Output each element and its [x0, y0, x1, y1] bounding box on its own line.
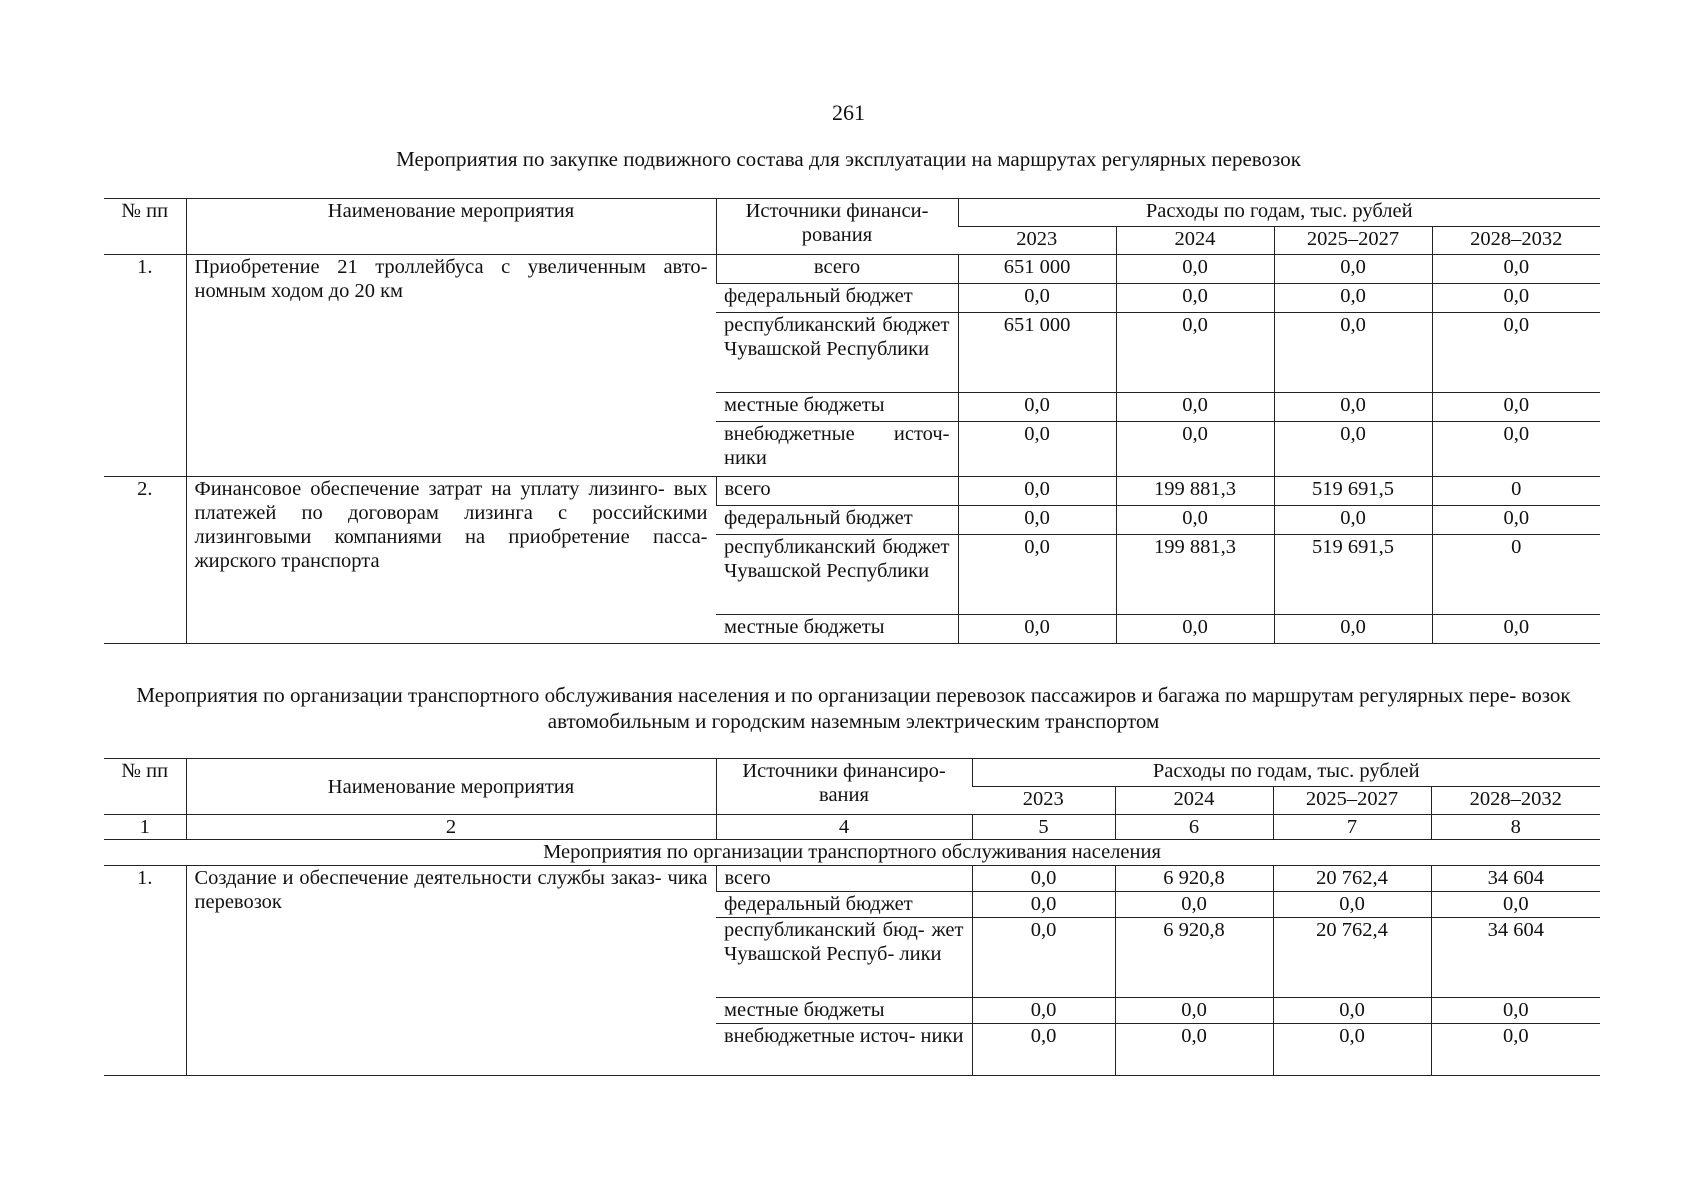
col-number: 2 [186, 815, 716, 840]
source-cell: всего [716, 477, 958, 506]
table2-caption: Мероприятия по организации транспортного обслуживания населения и по организации перевозок пассажиров и багажа по маршрутам регулярных пере- возок автомобильным и городским наземным электрическим транспортом [136, 683, 1571, 733]
value-cell: 0 [1432, 535, 1600, 615]
value-cell: 199 881,3 [1116, 535, 1274, 615]
header-source: Источники финансиро- вания [716, 759, 972, 815]
value-cell: 0 [1432, 477, 1600, 506]
item-name: Финансовое обеспечение затрат на уплату лизинго- вых платежей по договорам лизинга с российскими лизинговыми компаниями на приобретение пасса- жирского транспорта [186, 477, 716, 644]
value-cell: 0,0 [1274, 615, 1432, 644]
value-cell: 0,0 [1432, 393, 1600, 422]
value-cell: 0,0 [1116, 615, 1274, 644]
source-cell: всего [716, 866, 972, 892]
source-cell: внебюджетные источ- ники [716, 422, 958, 477]
value-cell: 0,0 [972, 998, 1115, 1024]
header-num: № пп [104, 199, 186, 255]
item-name: Создание и обеспечение деятельности службы заказ- чика перевозок [186, 866, 716, 1076]
header-year: 2028–2032 [1432, 227, 1600, 255]
source-cell: местные бюджеты [716, 615, 958, 644]
table-row [104, 255, 1600, 284]
value-cell: 0,0 [1116, 393, 1274, 422]
table1-rolling-stock [104, 198, 1600, 644]
value-cell: 0,0 [1116, 255, 1274, 284]
header-expenses: Расходы по годам, тыс. рублей [972, 759, 1600, 787]
source-cell: местные бюджеты [716, 998, 972, 1024]
header-year: 2025–2027 [1273, 787, 1431, 815]
value-cell: 0,0 [1432, 422, 1600, 477]
value-cell: 0,0 [1274, 393, 1432, 422]
value-cell: 0,0 [1115, 892, 1273, 918]
value-cell: 0,0 [958, 422, 1116, 477]
value-cell: 0,0 [1431, 998, 1600, 1024]
value-cell: 0,0 [958, 506, 1116, 535]
col-number: 1 [104, 815, 186, 840]
table1-caption: Мероприятия по закупке подвижного состава для эксплуатации на маршрутах регулярных перевозок [396, 147, 1301, 171]
value-cell: 0,0 [1432, 255, 1600, 284]
value-cell: 0,0 [958, 284, 1116, 313]
value-cell: 0,0 [958, 393, 1116, 422]
value-cell: 0,0 [1273, 1024, 1431, 1076]
item-num: 1. [104, 255, 186, 477]
value-cell: 6 920,8 [1115, 918, 1273, 998]
value-cell: 0,0 [1116, 422, 1274, 477]
source-cell: всего [716, 255, 958, 284]
value-cell: 20 762,4 [1273, 866, 1431, 892]
page-number: 261 [832, 100, 865, 125]
value-cell: 34 604 [1431, 918, 1600, 998]
col-number: 7 [1273, 815, 1431, 840]
section-row [104, 840, 1600, 866]
source-cell: республиканский бюджет Чувашской Республики [716, 313, 958, 393]
value-cell: 651 000 [958, 313, 1116, 393]
source-cell: республиканский бюджет Чувашской Республики [716, 535, 958, 615]
value-cell: 0,0 [1274, 313, 1432, 393]
header-source: Источники финанси- рования [716, 199, 958, 255]
value-cell: 0,0 [1274, 284, 1432, 313]
value-cell: 0,0 [1274, 506, 1432, 535]
value-cell: 0,0 [1432, 284, 1600, 313]
item-num: 1. [104, 866, 186, 1076]
value-cell: 651 000 [958, 255, 1116, 284]
header-year: 2023 [958, 227, 1116, 255]
col-number: 4 [716, 815, 972, 840]
col-number: 5 [972, 815, 1115, 840]
value-cell: 519 691,5 [1274, 535, 1432, 615]
header-name: Наименование мероприятия [186, 199, 716, 255]
source-cell: республиканский бюд- жет Чувашской Респуб- лики [716, 918, 972, 998]
header-num: № пп [104, 759, 186, 815]
value-cell: 0,0 [1274, 255, 1432, 284]
col-number: 8 [1431, 815, 1600, 840]
value-cell: 0,0 [1116, 313, 1274, 393]
source-cell: местные бюджеты [716, 393, 958, 422]
column-number-row [104, 815, 1600, 840]
value-cell: 0,0 [1116, 506, 1274, 535]
header-year: 2024 [1116, 227, 1274, 255]
value-cell: 0,0 [1431, 1024, 1600, 1076]
value-cell: 34 604 [1431, 866, 1600, 892]
value-cell: 0,0 [958, 615, 1116, 644]
header-year: 2024 [1115, 787, 1273, 815]
source-cell: федеральный бюджет [716, 284, 958, 313]
value-cell: 0,0 [1273, 998, 1431, 1024]
header-year: 2025–2027 [1274, 227, 1432, 255]
section-title: Мероприятия по организации транспортного обслуживания населения [104, 840, 1600, 866]
value-cell: 0,0 [1115, 1024, 1273, 1076]
source-cell: федеральный бюджет [716, 506, 958, 535]
value-cell: 0,0 [1274, 422, 1432, 477]
value-cell: 0,0 [972, 866, 1115, 892]
value-cell: 519 691,5 [1274, 477, 1432, 506]
table-row [104, 477, 1600, 506]
value-cell: 0,0 [1115, 998, 1273, 1024]
value-cell: 0,0 [1432, 506, 1600, 535]
value-cell: 199 881,3 [1116, 477, 1274, 506]
value-cell: 0,0 [1432, 313, 1600, 393]
value-cell: 0,0 [1432, 615, 1600, 644]
header-expenses: Расходы по годам, тыс. рублей [958, 199, 1600, 227]
value-cell: 0,0 [958, 477, 1116, 506]
value-cell: 20 762,4 [1273, 918, 1431, 998]
value-cell: 0,0 [958, 535, 1116, 615]
value-cell: 0,0 [972, 892, 1115, 918]
value-cell: 0,0 [1116, 284, 1274, 313]
item-name: Приобретение 21 троллейбуса с увеличенным авто- номным ходом до 20 км [186, 255, 716, 477]
value-cell: 0,0 [1273, 892, 1431, 918]
table2-transport-service [104, 758, 1600, 1076]
value-cell: 0,0 [972, 918, 1115, 998]
value-cell: 0,0 [972, 1024, 1115, 1076]
col-number: 6 [1115, 815, 1273, 840]
source-cell: федеральный бюджет [716, 892, 972, 918]
header-year: 2028–2032 [1431, 787, 1600, 815]
value-cell: 0,0 [1431, 892, 1600, 918]
item-num: 2. [104, 477, 186, 644]
header-name: Наименование мероприятия [186, 759, 716, 815]
source-cell: внебюджетные источ- ники [716, 1024, 972, 1076]
table-row [104, 866, 1600, 892]
header-year: 2023 [972, 787, 1115, 815]
value-cell: 6 920,8 [1115, 866, 1273, 892]
